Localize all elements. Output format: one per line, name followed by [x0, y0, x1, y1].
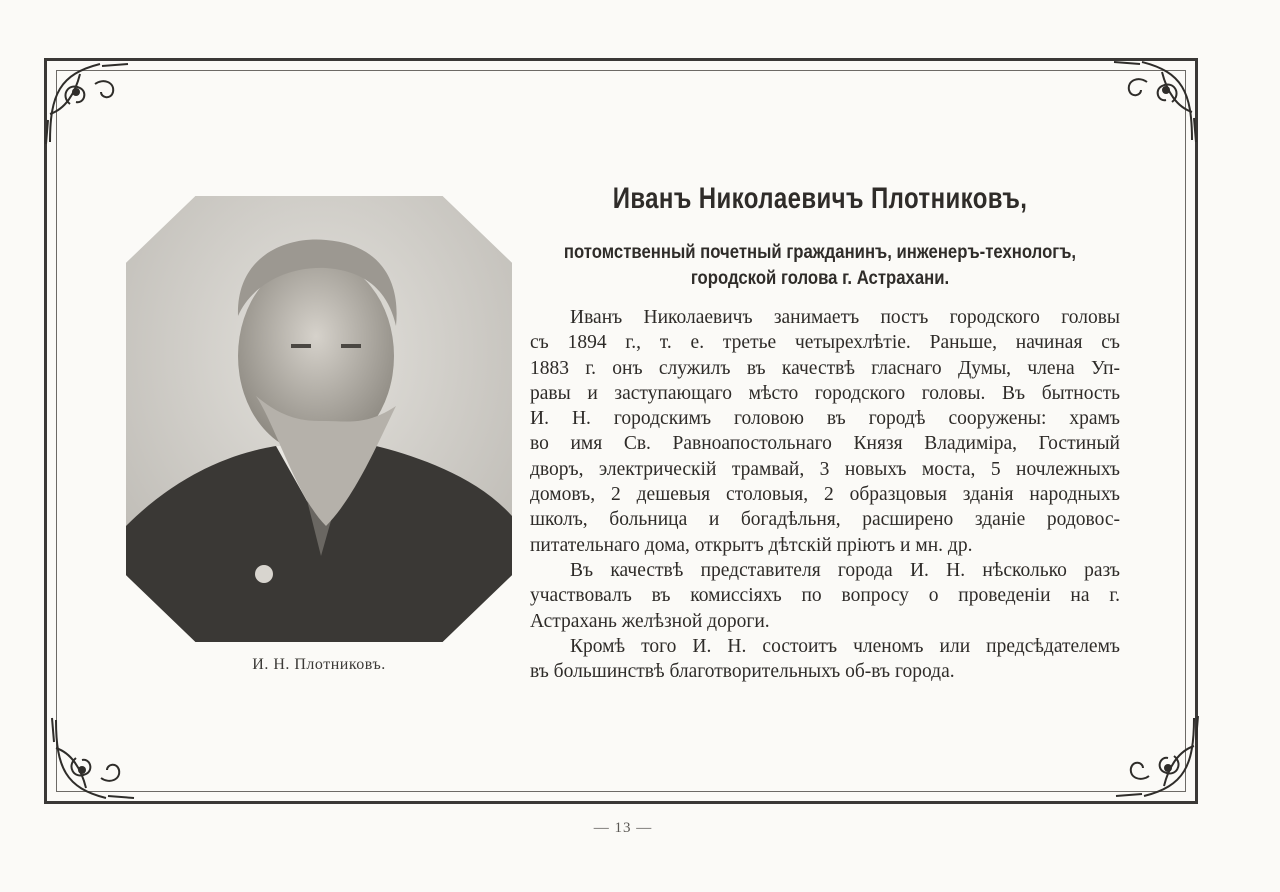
text-line: 1883 г. онъ служилъ въ качествѣ гласнаго Думы, члена Уп-: [530, 357, 1120, 379]
text-line: Кромѣ того И. Н. состоитъ членомъ или предсѣдателемъ: [570, 635, 1120, 657]
text-line: участвовалъ въ комиссіяхъ по вопросу о проведеніи на г.: [530, 585, 1120, 607]
page-number: — 13 —: [593, 820, 653, 836]
photo-caption: И. Н. Плотниковъ.: [252, 656, 386, 673]
text-line: Астрахань желѣзной дороги.: [530, 610, 770, 632]
text-line: равы и заступающаго мѣсто городского головы. Въ бытность: [530, 382, 1120, 404]
portrait-photo: [126, 196, 512, 642]
text-line: во имя Св. Равноапостольнаго Князя Владиміра, Гостиный: [530, 433, 1120, 455]
subtitle-line: потомственный почетный гражданинъ, инженеръ-технологъ,: [563, 242, 1077, 263]
text-line: питательнаго дома, открытъ дѣтскій пріютъ и мн. др.: [530, 534, 973, 556]
page-title: Иванъ Николаевичъ Плотниковъ,: [612, 182, 1028, 215]
text-line: дворъ, электрическій трамвай, 3 новыхъ моста, 5 ночлежныхъ: [530, 458, 1120, 480]
floral-corner-ornament-icon: [40, 54, 132, 146]
text-line: въ большинствѣ благотворительныхъ об-въ города.: [530, 661, 955, 683]
text-line: домовъ, 2 дешевыя столовыя, 2 образцовыя зданія народныхъ: [530, 484, 1120, 506]
floral-corner-ornament-icon: [1112, 714, 1204, 806]
floral-corner-ornament-icon: [1110, 52, 1202, 144]
biography-text: [530, 305, 1120, 684]
text-line: школъ, больница и богадѣльня, расширено зданіе родовос-: [530, 509, 1120, 531]
text-line: И. Н. городскимъ головою въ городѣ сооружены: храмъ: [530, 408, 1120, 430]
text-line: съ 1894 г., т. е. третье четырехлѣтіе. Раньше, начиная съ: [530, 332, 1120, 354]
text-line: Иванъ Николаевичъ занимаетъ постъ городского головы: [570, 307, 1120, 328]
floral-corner-ornament-icon: [46, 716, 138, 808]
subtitle-line: городской голова г. Астрахани.: [690, 268, 950, 289]
text-line: Въ качествѣ представителя города И. Н. нѣсколько разъ: [570, 559, 1120, 581]
subtitle: [556, 240, 1084, 292]
